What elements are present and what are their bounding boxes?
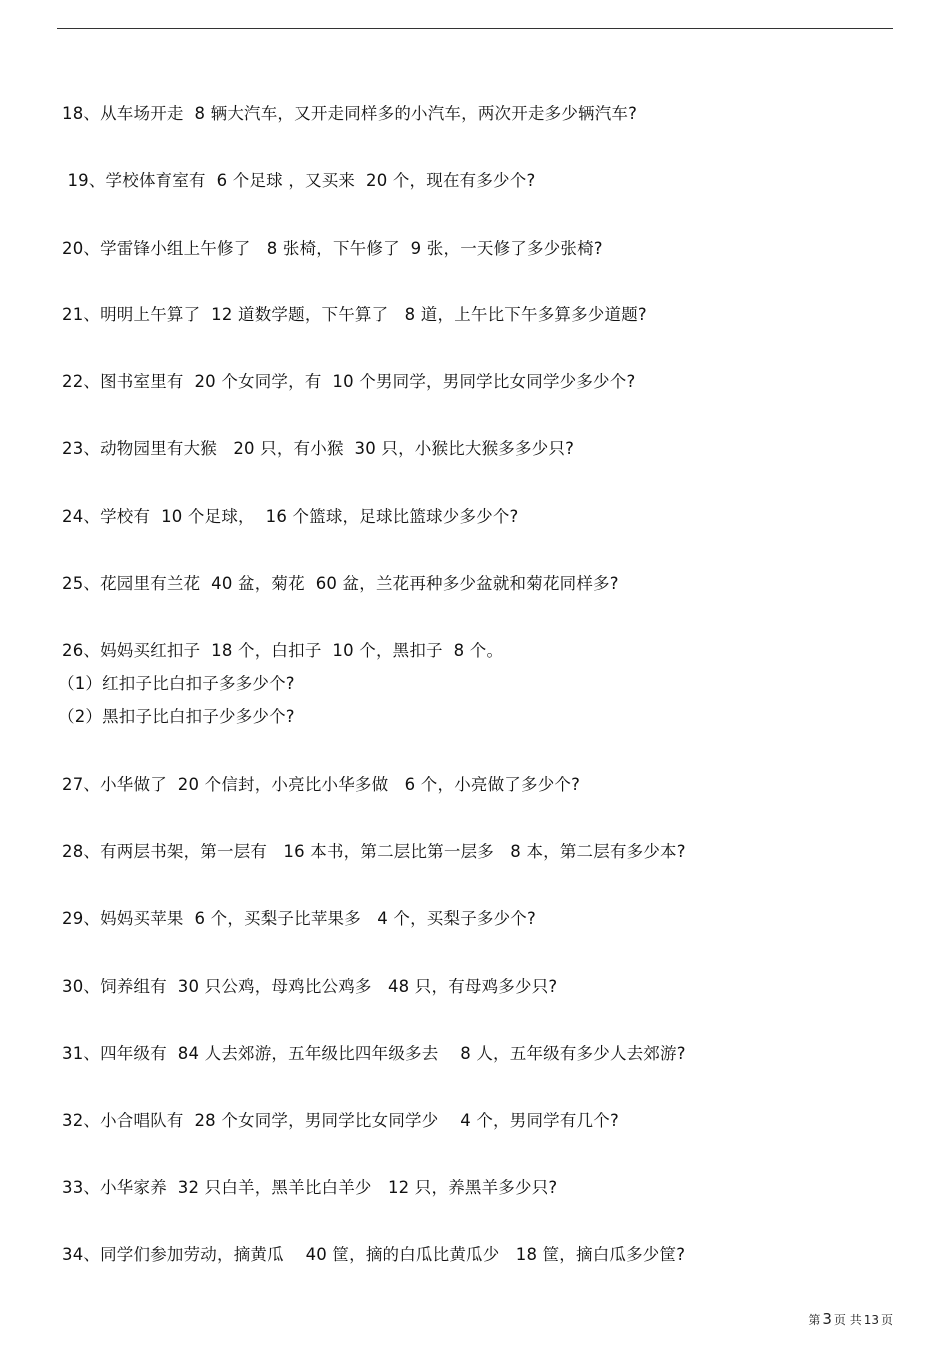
problem-28: 28、有两层书架，第一层有 16 本书，第二层比第一层多 8 本，第二层有多少本? bbox=[62, 842, 686, 861]
problem-27: 27、小华做了 20 个信封，小亮比小华多做 6 个，小亮做了多少个? bbox=[62, 775, 581, 794]
page-number-suffix: 页 bbox=[880, 1313, 893, 1327]
problem-34: 34、同学们参加劳动，摘黄瓜 40 筐，摘的白瓜比黄瓜少 18 筐，摘白瓜多少筐? bbox=[62, 1245, 686, 1264]
problem-26-part-1: （1）红扣子比白扣子多多少个? bbox=[58, 674, 295, 693]
header-rule bbox=[57, 28, 893, 29]
problem-33: 33、小华家养 32 只白羊，黑羊比白羊少 12 只，养黑羊多少只? bbox=[62, 1178, 558, 1197]
problem-31: 31、四年级有 84 人去郊游，五年级比四年级多去 8 人，五年级有多少人去郊游? bbox=[62, 1044, 686, 1063]
page-number-total: 13 bbox=[863, 1313, 879, 1327]
problem-25: 25、花园里有兰花 40 盆，菊花 60 盆，兰花再种多少盆就和菊花同样多? bbox=[62, 574, 619, 593]
problem-19: 19、学校体育室有 6 个足球 ，又买来 20 个，现在有多少个? bbox=[62, 171, 536, 190]
problem-23: 23、动物园里有大猴 20 只，有小猴 30 只，小猴比大猴多多少只? bbox=[62, 439, 575, 458]
problem-26-part-2: （2）黑扣子比白扣子少多少个? bbox=[58, 707, 295, 726]
problem-18: 18、从车场开走 8 辆大汽车，又开走同样多的小汽车，两次开走多少辆汽车? bbox=[62, 104, 638, 123]
problem-20: 20、学雷锋小组上午修了 8 张椅，下午修了 9 张，一天修了多少张椅? bbox=[62, 239, 603, 258]
page-number bbox=[808, 1310, 893, 1328]
page-number-prefix: 第 bbox=[808, 1313, 821, 1327]
problem-32: 32、小合唱队有 28 个女同学，男同学比女同学少 4 个，男同学有几个? bbox=[62, 1111, 619, 1130]
page-number-current: 3 bbox=[822, 1310, 832, 1328]
problem-29: 29、妈妈买苹果 6 个，买梨子比苹果多 4 个，买梨子多少个? bbox=[62, 909, 536, 928]
page-number-middle: 页 共 bbox=[833, 1313, 862, 1327]
problem-21: 21、明明上午算了 12 道数学题，下午算了 8 道，上午比下午多算多少道题? bbox=[62, 305, 647, 324]
problem-30: 30、饲养组有 30 只公鸡，母鸡比公鸡多 48 只，有母鸡多少只? bbox=[62, 977, 558, 996]
problem-22: 22、图书室里有 20 个女同学，有 10 个男同学，男同学比女同学少多少个? bbox=[62, 372, 636, 391]
problem-26: 26、妈妈买红扣子 18 个，白扣子 10 个，黑扣子 8 个。 bbox=[62, 641, 504, 660]
problem-24: 24、学校有 10 个足球， 16 个篮球，足球比篮球少多少个? bbox=[62, 507, 519, 526]
